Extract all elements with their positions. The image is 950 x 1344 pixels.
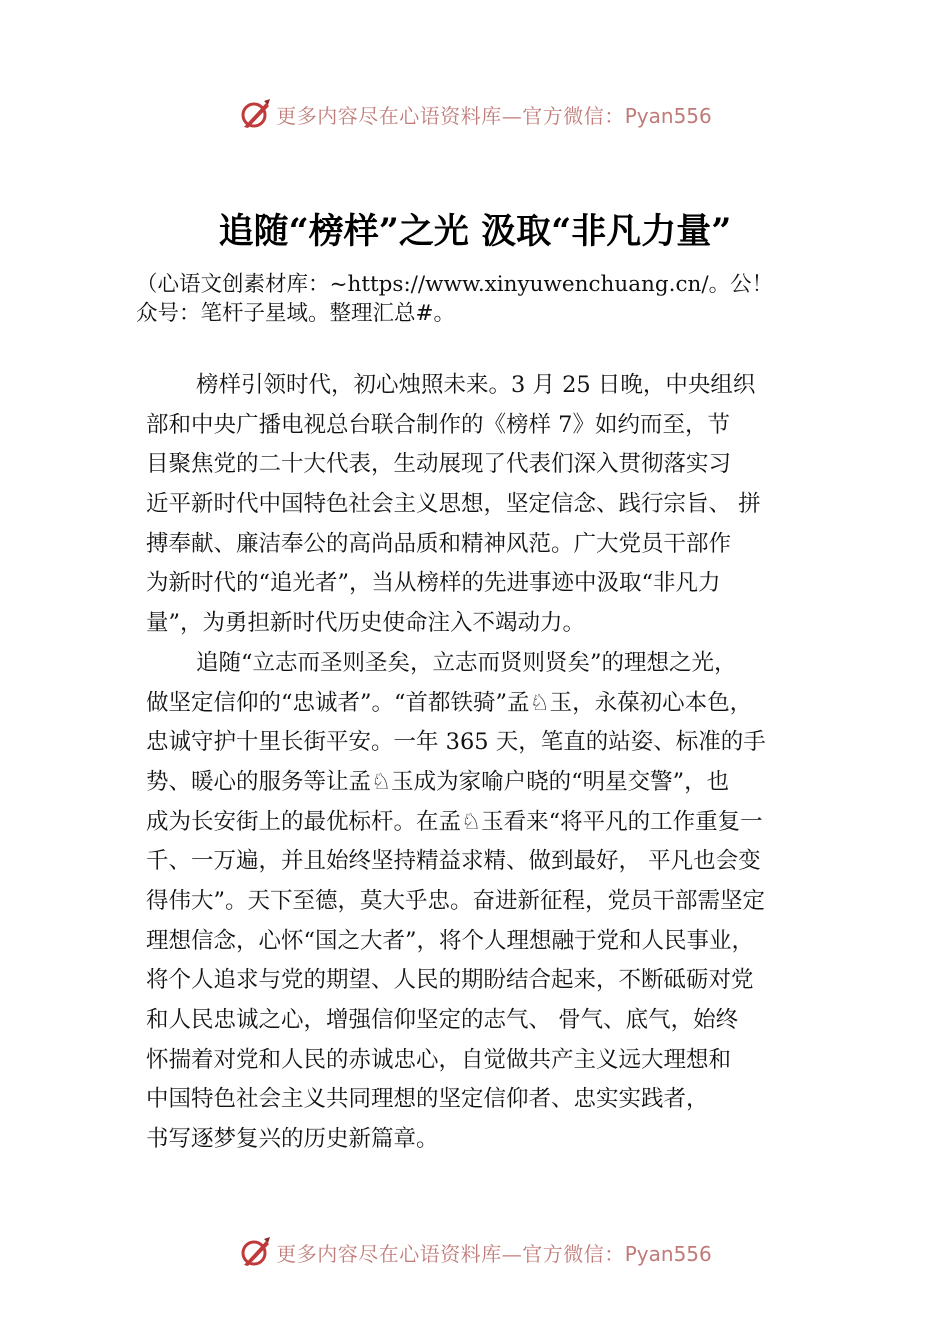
body-line: 量”，为勇担新时代历史使命注入不竭动力。: [146, 610, 586, 637]
body-line: 成为长安街上的最优标杆。在孟♘玉看来“将平凡的工作重复一: [146, 808, 763, 835]
pen-circle-logo-icon: [238, 1235, 272, 1269]
source-note-line: （心语文创素材库：~https://www.xinyuwenchuang.cn/。公！: [136, 272, 774, 297]
footer-banner-text: 更多内容尽在心语资料库—官方微信：Pyan556: [276, 1241, 712, 1266]
body-line: 中国特色社会主义共同理想的坚定信仰者、忠实实践者，: [146, 1086, 709, 1113]
body-line: 千、一万遍，并且始终坚持精益求精、做到最好， 平凡也会变: [146, 848, 761, 875]
body-line: 目聚焦党的二十大代表，生动展现了代表们深入贯彻落实习: [146, 451, 732, 478]
pen-circle-logo-icon: [238, 97, 272, 131]
header-banner-text: 更多内容尽在心语资料库—官方微信：Pyan556: [276, 103, 712, 128]
body-line: 榜样引领时代，初心烛照未来。3 月 25 日晚，中央组织: [196, 372, 756, 398]
article-title: 追随“榜样”之光 汲取“非凡力量”: [218, 211, 732, 252]
body-line: 为新时代的“追光者”，当从榜样的先进事迹中汲取“非凡力: [146, 570, 721, 597]
body-line: 书写逐梦复兴的历史新篇章。: [146, 1126, 439, 1153]
header-banner: [0, 94, 950, 134]
body-line: 势、暖心的服务等让孟♘玉成为家喻户晓的“明星交警”，也: [146, 768, 730, 795]
body-line: 做坚定信仰的“忠诚者”。“首都铁骑”孟♘玉，永葆初心本色，: [146, 689, 753, 716]
body-line: 怀揣着对党和人民的赤诚忠心，自觉做共产主义远大理想和: [146, 1046, 732, 1073]
body-line: 忠诚守护十里长街平安。一年 365 天，笔直的站姿、标准的手: [146, 729, 766, 756]
body-line: 部和中央广播电视总台联合制作的《榜样 7》如约而至，节: [146, 411, 730, 438]
body-line: 近平新时代中国特色社会主义思想，坚定信念、践行宗旨、 拼: [146, 491, 761, 518]
footer-banner: [0, 1232, 950, 1272]
source-note: [136, 270, 836, 328]
body-line: 理想信念，心怀“国之大者”，将个人理想融于党和人民事业，: [146, 927, 755, 954]
body-line: 得伟大”。天下至德，莫大乎忠。奋进新征程，党员干部需坚定: [146, 887, 766, 914]
source-note-line: 众号：笔杆子星域。整理汇总#。: [136, 301, 456, 326]
body-line: 将个人追求与党的期望、人民的期盼结合起来，不断砥砺对党: [146, 967, 754, 994]
article-body: [146, 366, 826, 1160]
body-line: 追随“立志而圣则圣矣，立志而贤则贤矣”的理想之光，: [196, 649, 737, 676]
body-line: 和人民忠诚之心，增强信仰坚定的志气、 骨气、底气，始终: [146, 1007, 739, 1033]
body-line: 搏奉献、廉洁奉公的高尚品质和精神风范。广大党员干部作: [146, 530, 732, 557]
